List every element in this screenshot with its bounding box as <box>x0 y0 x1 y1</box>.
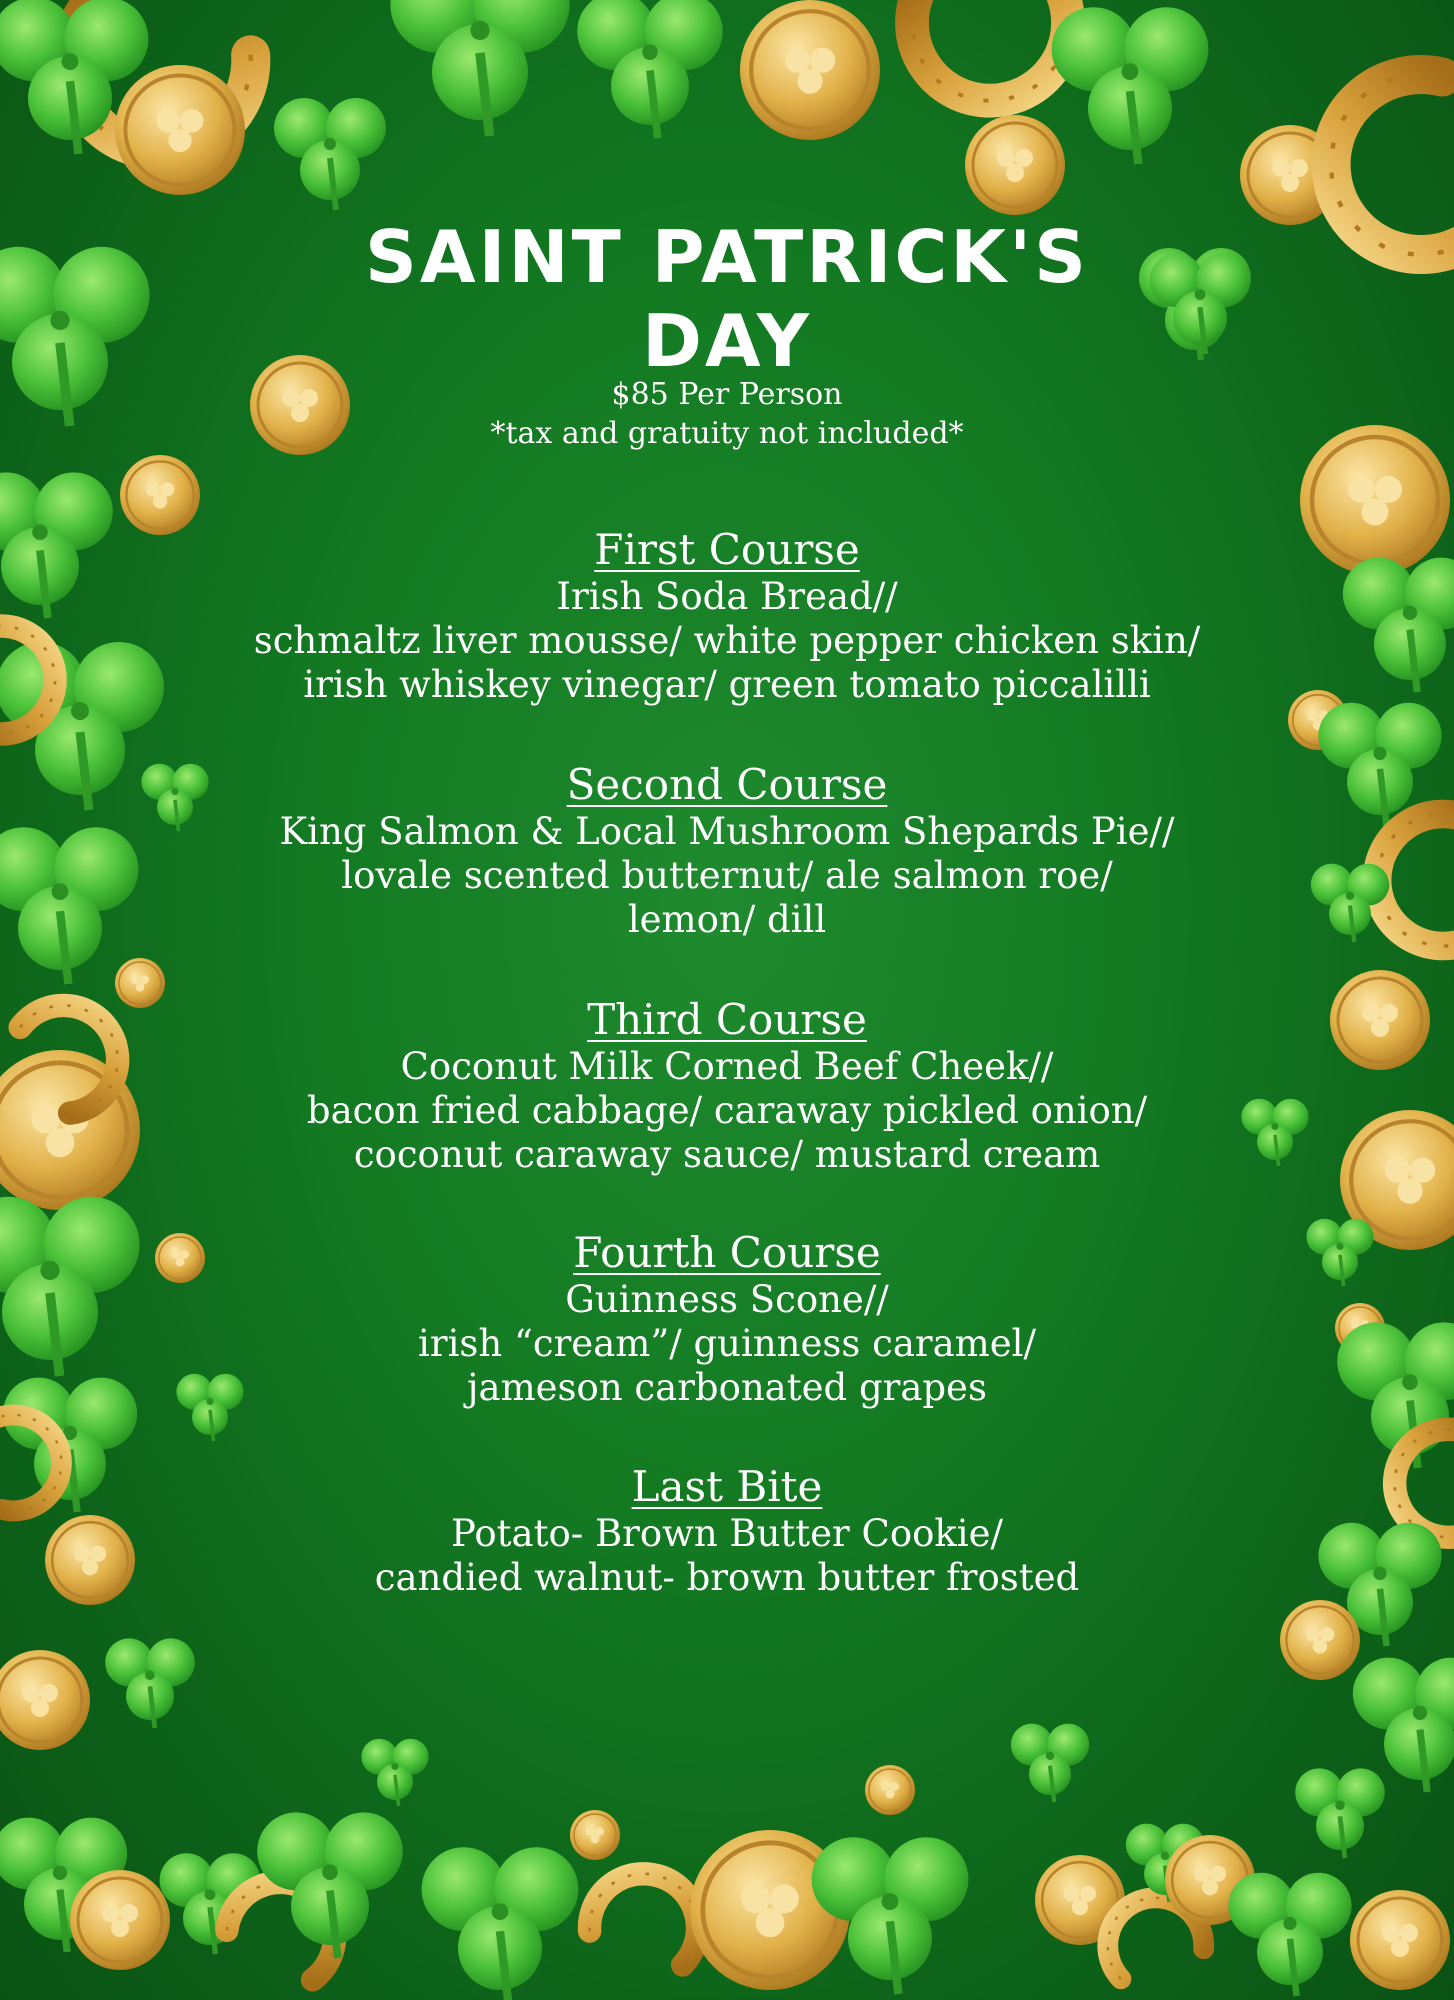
course-heading: Second Course <box>566 760 888 809</box>
course-line: lovale scented butternut/ ale salmon roe/ <box>341 854 1113 897</box>
course-line: schmaltz liver mousse/ white pepper chicken skin/ <box>253 619 1201 662</box>
course-first <box>177 525 1277 707</box>
course-line: irish whiskey vinegar/ green tomato piccalilli <box>303 663 1151 706</box>
course-heading: First Course <box>594 525 860 574</box>
course-heading: Last Bite <box>631 1462 823 1511</box>
course-line: Potato- Brown Butter Cookie/ <box>450 1512 1003 1555</box>
course-last-bite <box>177 1462 1277 1600</box>
course-line: bacon fried cabbage/ caraway pickled onion/ <box>306 1089 1148 1132</box>
course-line: irish “cream”/ guinness caramel/ <box>418 1322 1036 1365</box>
course-line: Irish Soda Bread// <box>556 575 898 618</box>
course-line: Guinness Scone// <box>565 1278 889 1321</box>
menu-title: SAINT PATRICK'S DAY <box>365 215 1089 383</box>
course-third <box>177 995 1277 1177</box>
course-line: coconut caraway sauce/ mustard cream <box>353 1133 1101 1176</box>
tax-note: *tax and gratuity not included* <box>490 416 964 451</box>
course-line: jameson carbonated grapes <box>467 1366 987 1409</box>
price-text: $85 Per Person <box>611 377 843 412</box>
course-line: Coconut Milk Corned Beef Cheek// <box>400 1045 1054 1088</box>
course-fourth <box>177 1228 1277 1410</box>
course-heading: Third Course <box>587 995 867 1044</box>
course-second <box>177 760 1277 942</box>
course-line: candied walnut- brown butter frosted <box>374 1556 1080 1599</box>
course-heading: Fourth Course <box>573 1228 881 1277</box>
course-line: King Salmon & Local Mushroom Shepards Pie// <box>279 810 1175 853</box>
course-line: lemon/ dill <box>627 898 827 941</box>
